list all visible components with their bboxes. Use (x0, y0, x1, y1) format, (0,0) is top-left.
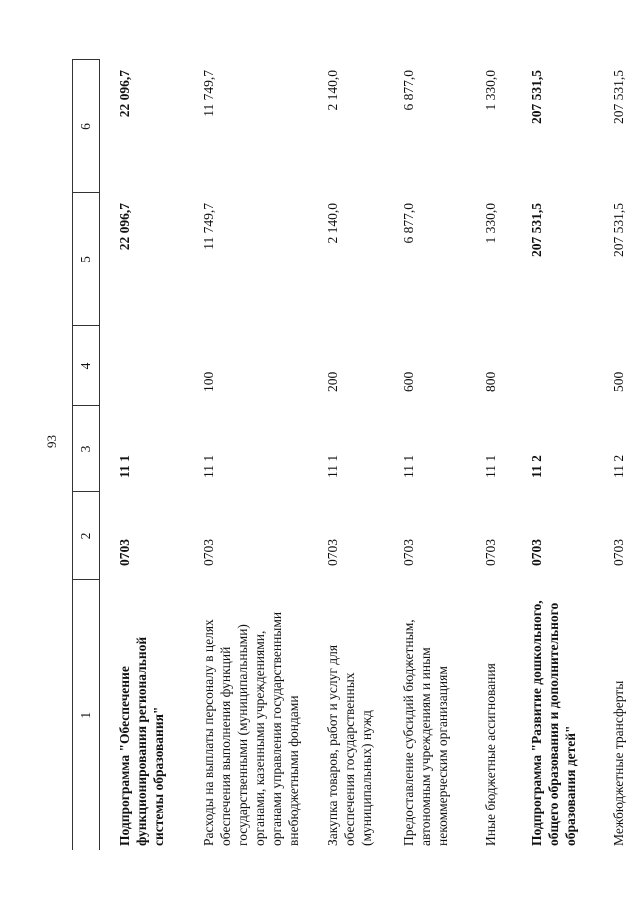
section-code: 0703 (117, 539, 132, 566)
amount-col-5: 207 531,5 (529, 203, 544, 257)
table-row (312, 60, 388, 850)
row-name: Подпрограмма "Развитие дошкольного, общего образования и дополнительного образования детей" (529, 600, 578, 846)
amount-col-5: 1 330,0 (483, 203, 498, 244)
amount-col-5: 11 749,7 (201, 203, 216, 250)
header-col-5: 5 (73, 193, 100, 326)
amount-col-6: 22 096,7 (117, 70, 132, 118)
row-name: Закупка товаров, работ и услуг для обеспечения государственных (муниципальных) нужд (325, 644, 374, 846)
expense-type-code: 500 (611, 371, 626, 392)
table-row (188, 60, 312, 850)
expense-type-code: 200 (325, 371, 340, 392)
amount-col-6: 1 330,0 (483, 70, 498, 111)
amount-col-6: 11 749,7 (201, 70, 216, 117)
table-row (100, 60, 189, 850)
table-row (590, 60, 640, 850)
column-number-row (73, 60, 100, 850)
row-name: Межбюджетные трансферты (611, 680, 626, 846)
amount-col-5: 2 140,0 (325, 203, 340, 244)
row-name: Иные бюджетные ассигнования (483, 663, 498, 846)
row-name: Расходы на выплаты персоналу в целях обеспечения выполнения функций государственными (муниципальными) органами, казенными учреждениями, органами управления государственными внебюджетными фондами (201, 611, 301, 846)
table-row (518, 60, 590, 850)
expense-type-code (518, 326, 590, 406)
section-code: 0703 (325, 539, 340, 566)
section-code: 0703 (201, 539, 216, 566)
page-number: 93 (44, 435, 59, 448)
amount-col-6: 2 140,0 (325, 70, 340, 111)
program-code: 11 2 (529, 455, 544, 478)
section-code: 0703 (611, 539, 626, 566)
section-code: 0703 (483, 539, 498, 566)
section-code: 0703 (401, 539, 416, 566)
amount-col-5: 6 877,0 (401, 203, 416, 244)
program-code: 11 1 (325, 454, 340, 478)
header-col-6: 6 (73, 60, 100, 193)
table-row (472, 60, 518, 850)
header-col-4: 4 (73, 326, 100, 406)
header-col-1: 1 (73, 580, 100, 850)
rotated-table-container (72, 60, 626, 850)
amount-col-6: 207 531,5 (611, 70, 626, 124)
section-code: 0703 (529, 539, 544, 566)
amount-col-5: 207 531,5 (611, 203, 626, 257)
program-code: 11 1 (201, 454, 216, 478)
expense-type-code: 100 (201, 371, 216, 392)
table-body (100, 60, 640, 850)
program-code: 11 2 (611, 454, 626, 478)
expense-type-code (100, 326, 189, 406)
budget-table (72, 60, 640, 851)
row-name: Предоставление субсидий бюджетным, автономным учреждениям и иным некоммерческим организациям (401, 619, 450, 846)
expense-type-code: 800 (483, 371, 498, 392)
amount-col-6: 207 531,5 (529, 70, 544, 124)
amount-col-6: 6 877,0 (401, 70, 416, 111)
table-row (388, 60, 472, 850)
header-col-3: 3 (73, 406, 100, 492)
table-header (73, 60, 100, 850)
program-code: 11 1 (401, 454, 416, 478)
expense-type-code: 600 (401, 371, 416, 392)
row-name: Подпрограмма "Обеспечение функционирования региональной системы образования" (117, 636, 166, 846)
header-col-2: 2 (73, 492, 100, 580)
amount-col-5: 22 096,7 (117, 203, 132, 251)
program-code: 11 1 (483, 454, 498, 478)
program-code: 11 1 (117, 455, 132, 478)
